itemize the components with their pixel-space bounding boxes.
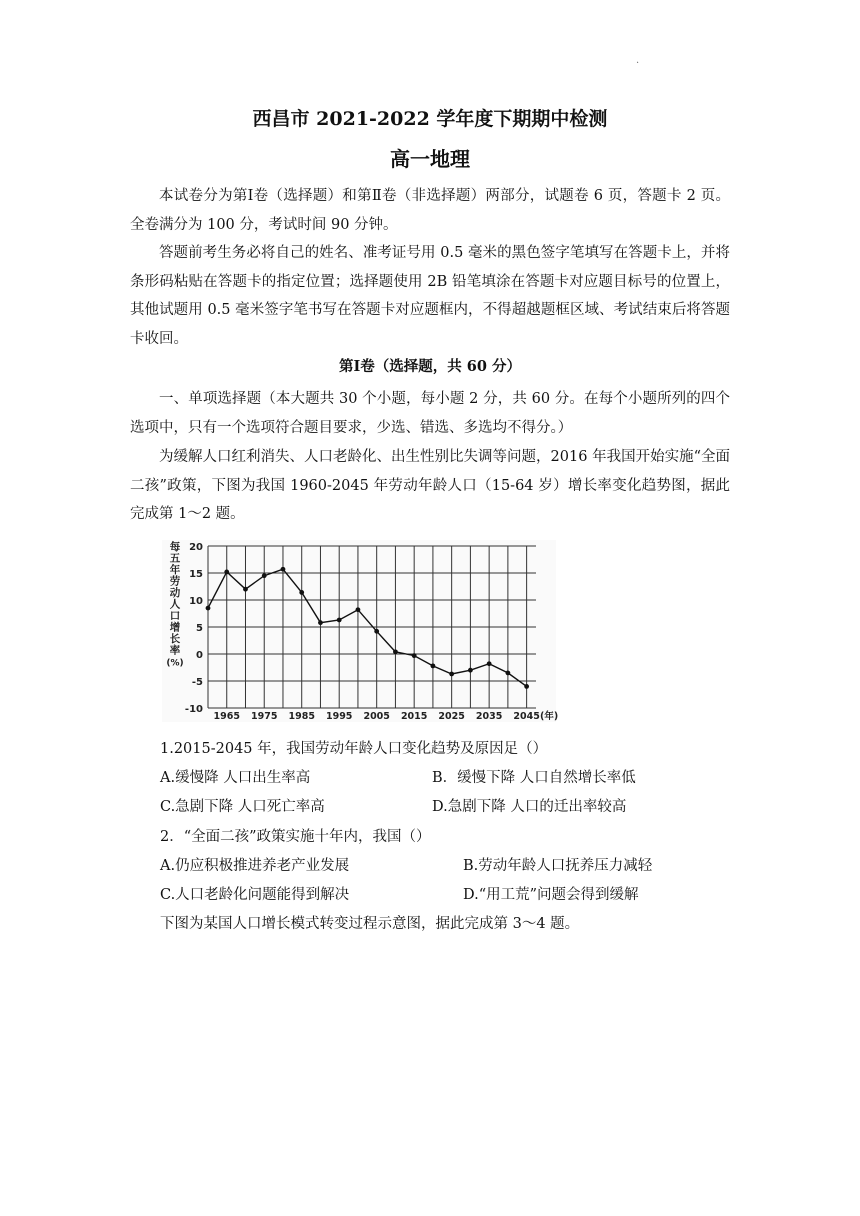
y-axis-label: 每五年劳动人口增长率(%) (166, 541, 184, 669)
data-point (243, 587, 248, 592)
y-tick-label: 15 (189, 569, 203, 580)
x-tick-label: 1975 (251, 711, 278, 722)
question-1-stem: 1.2015-2045 年，我国劳动年龄人口变化趋势及原因足（） (160, 741, 548, 757)
data-point (299, 590, 304, 595)
exam-title: 西昌市 2021-2022 学年度下期期中检测 (252, 108, 608, 130)
data-point (262, 573, 267, 578)
data-point (468, 668, 473, 673)
data-point (449, 672, 454, 677)
data-point (224, 570, 229, 575)
page-mark: · (636, 58, 640, 69)
question-1-option-c: C.急剧下降 人口死亡率高 (160, 799, 325, 815)
x-axis-label: (年) (540, 711, 559, 722)
intro-paragraph-2: 答题前考生务必将自己的姓名、准考证号用 0.5 毫米的黑色签字笔填写在答题卡上，并将条形码粘贴在答题卡的指定位置；选择题使用 2B 铅笔填涂在答题卡对应题目标号的位置上，其他试题用 0.5 毫米签字笔书写在答题卡对应题框内，不得超越题框区域、考试结束后将答题卡收回。 (130, 245, 730, 347)
data-point (431, 663, 436, 668)
data-point (505, 671, 510, 676)
question-2-option-d: D.“用工荒”问题会得到缓解 (463, 887, 639, 903)
x-tick-label: 2005 (363, 711, 390, 722)
section-instructions: 一、单项选择题（本大题共 30 个小题，每小题 2 分，共 60 分。在每个小题所列的四个选项中，只有一个选项符合题目要求，少选、错选、多选均不得分。） (130, 391, 730, 436)
question-1-option-d: D.急剧下降 人口的迁出率较高 (432, 799, 627, 815)
data-point (337, 618, 342, 623)
x-tick-label: 2015 (400, 711, 428, 722)
data-point (412, 653, 417, 658)
x-tick-label: 1965 (213, 711, 240, 722)
x-tick-label: 2025 (438, 711, 465, 722)
y-tick-label: 5 (196, 623, 203, 634)
section-heading: 第Ⅰ卷（选择题，共 60 分） (338, 358, 522, 375)
series-line (208, 569, 527, 686)
y-tick-label: -5 (191, 677, 203, 688)
question-2-option-c: C.人口老龄化问题能得到解决 (160, 887, 350, 903)
x-tick-label: 2045 (513, 711, 540, 722)
data-point (374, 629, 379, 634)
y-tick-label: -10 (184, 704, 203, 715)
x-tick-label: 1985 (288, 711, 315, 722)
question-2-option-a: A.仍应积极推进养老产业发展 (160, 858, 350, 874)
y-tick-label: 10 (189, 596, 203, 607)
material-paragraph-2: 下图为某国人口增长模式转变过程示意图，据此完成第 3～4 题。 (160, 916, 580, 932)
labor-growth-chart-svg (162, 540, 559, 722)
data-point (281, 567, 286, 572)
data-point (524, 684, 529, 689)
question-1-option-a: A.缓慢降 人口出生率高 (160, 770, 311, 786)
question-2-stem: 2．“全面二孩”政策实施十年内，我国（） (160, 829, 431, 845)
y-tick-label: 0 (196, 650, 203, 661)
data-point (356, 607, 361, 612)
y-tick-label: 20 (189, 542, 203, 553)
intro-paragraph-1: 本试卷分为第Ⅰ卷（选择题）和第Ⅱ卷（非选择题）两部分，试题卷 6 页，答题卡 2 页。全卷满分为 100 分，考试时间 90 分钟。 (130, 188, 730, 233)
data-point (393, 649, 398, 654)
question-1-option-b: B．缓慢下降 人口自然增长率低 (432, 770, 636, 786)
subject-title: 高一地理 (390, 147, 470, 171)
data-point (206, 606, 211, 611)
question-2-option-b: B.劳动年龄人口抚养压力减轻 (463, 858, 653, 874)
x-tick-label: 2035 (475, 711, 503, 722)
x-tick-label: 1995 (325, 711, 353, 722)
material-paragraph-1: 为缓解人口红利消失、人口老龄化、出生性别比失调等问题，2016 年我国开始实施“全面二孩”政策，下图为我国 1960-2045 年劳动年龄人口（15-64 岁）增长率变化趋势图，据此完成第 1～2 题。 (130, 449, 730, 522)
data-point (487, 661, 492, 666)
labor-growth-chart (162, 540, 559, 722)
data-point (318, 620, 323, 625)
